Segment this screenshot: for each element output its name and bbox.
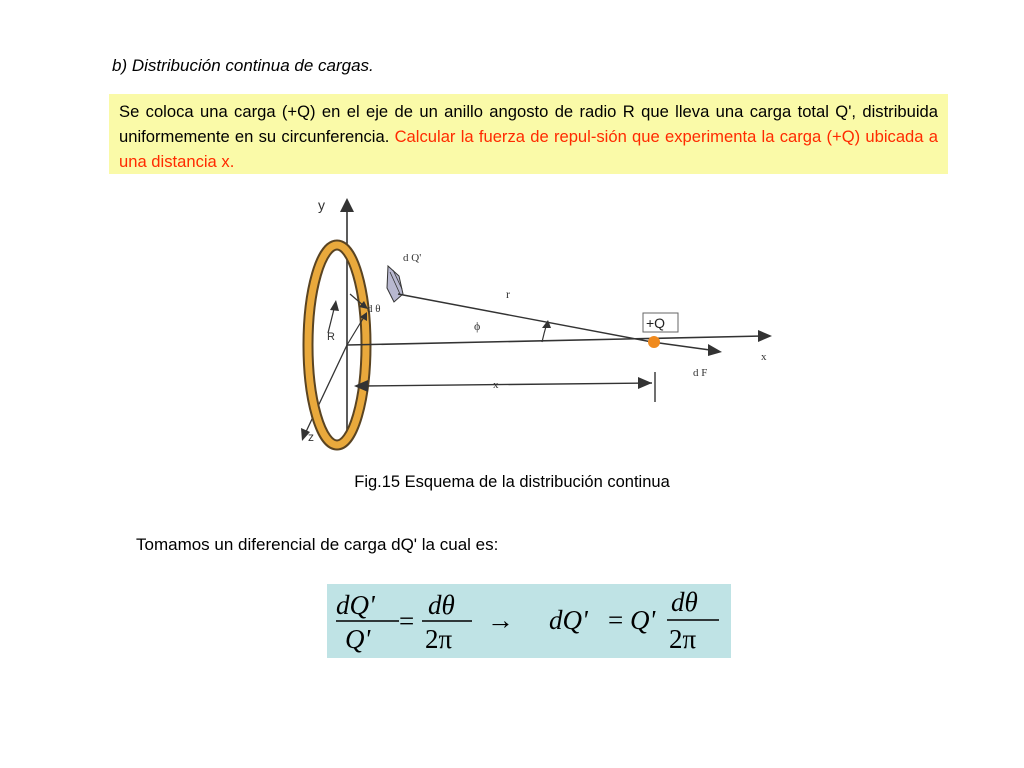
distance-label: x (493, 379, 499, 391)
eq-equals: = (399, 606, 415, 636)
force-arrowhead (708, 344, 722, 356)
problem-statement-box (109, 94, 948, 174)
eq-lhs-numerator: dQ' (336, 590, 375, 620)
distance-line (362, 383, 652, 386)
eq-rhs-denominator: 2π (425, 624, 453, 654)
force-label: d F (693, 367, 708, 379)
equation-box (327, 584, 731, 658)
eq-arrow: → (487, 605, 514, 635)
r-line (398, 294, 652, 342)
z-axis-label: z (308, 430, 314, 444)
eq-result-lhs: dQ' (549, 605, 588, 635)
dtheta-label: d θ (367, 303, 381, 315)
dq-label: d Q' (403, 252, 422, 264)
r-label: r (506, 287, 510, 301)
eq-rhs-numerator: dθ (428, 590, 455, 620)
eq-result-numerator: dθ (671, 587, 698, 617)
problem-description: Se coloca una carga (+Q) en el eje de un anillo angosto de radio R que lleva una carga total Q', distribuida uniformemente en su circunferencia. (119, 102, 938, 146)
x-axis-label: x (761, 351, 767, 363)
eq-result-denominator: 2π (669, 624, 697, 654)
radius-label: R (327, 331, 335, 343)
x-axis-arrowhead (758, 330, 772, 342)
charge-element (387, 266, 403, 302)
eq-lhs-denominator: Q' (345, 624, 371, 654)
charge-point (648, 336, 660, 348)
figure-caption: Fig.15 Esquema de la distribución continua (354, 473, 670, 491)
x-axis-line (347, 336, 763, 345)
section-heading: b) Distribución continua de cargas. (112, 56, 374, 75)
phi-label: ϕ (474, 319, 481, 333)
charge-label: +Q (646, 315, 666, 331)
y-axis-arrowhead (340, 198, 354, 212)
y-axis-label: y (318, 197, 325, 213)
force-line (652, 342, 710, 350)
radius-arrowhead (330, 300, 339, 311)
distance-arrowhead-right (638, 377, 652, 389)
statement-text: Tomamos un diferencial de carga dQ' la cual es: (136, 535, 499, 554)
eq-result-coefficient: Q' (630, 605, 656, 635)
problem-text (119, 99, 938, 174)
problem-question: Calcular la fuerza de repul-sión que experimenta la carga (+Q) ubicada a una distancia x. (119, 127, 938, 171)
ring-diagram (280, 190, 790, 452)
eq-result-equals: = (608, 605, 624, 635)
